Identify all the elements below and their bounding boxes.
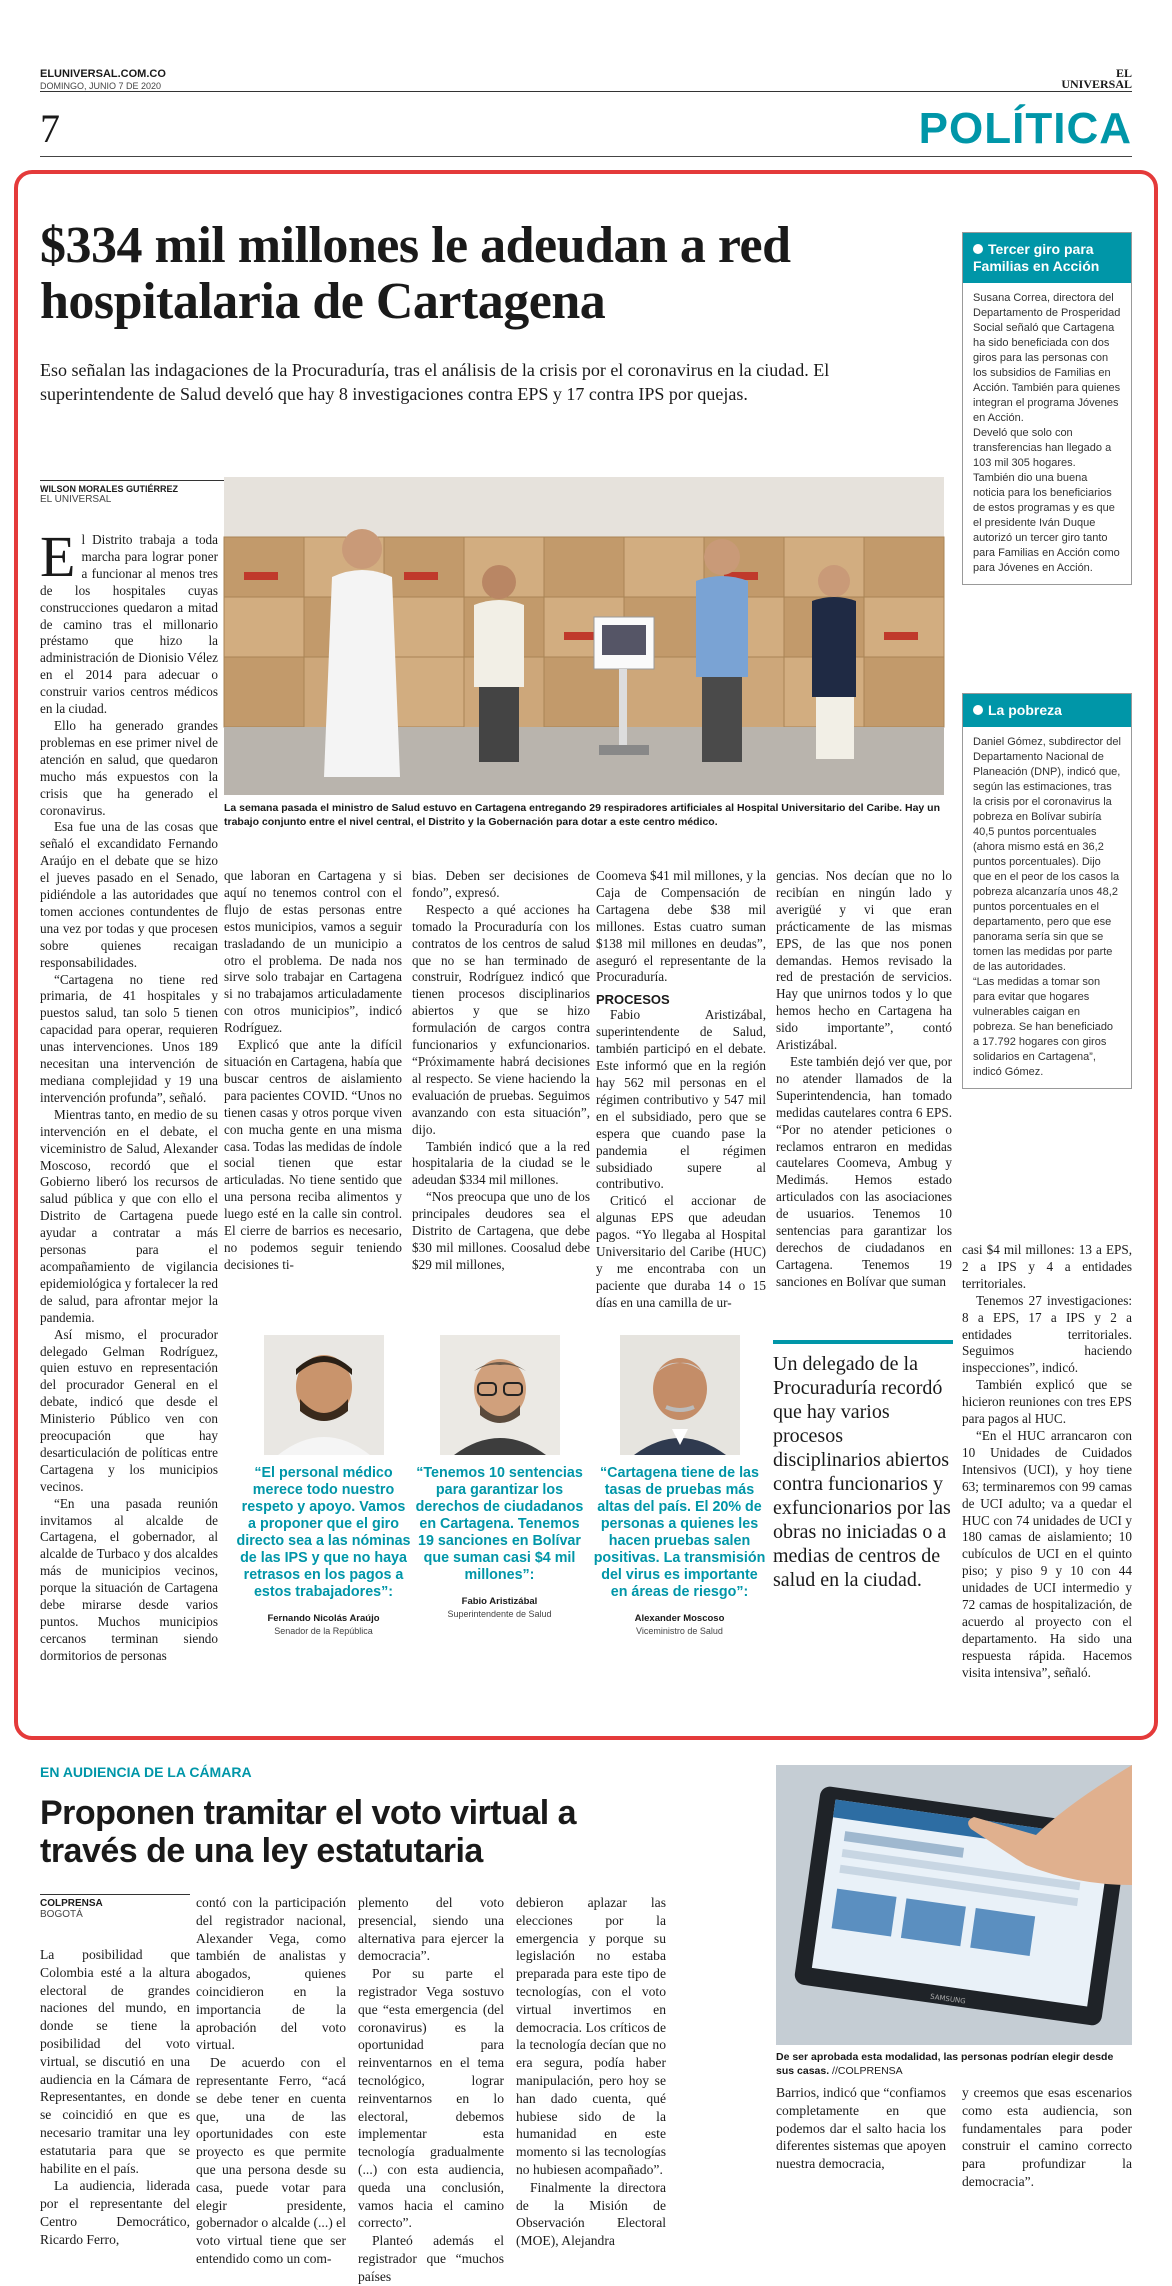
- photo-credit: //COLPRENSA: [829, 2065, 903, 2077]
- article-column-3: [412, 868, 590, 1274]
- page-masthead: [40, 60, 1132, 92]
- paragraph: gencias. Nos decían que no lo recibían en ningún lado y averigüé y vi que eran prácticamente de las mismas EPS, de las que nos ponen demandas. Hemos revisado la red de prestación de servicios. Hay que unirnos todos y lo que hemos hecho en Cartagena ha sido importante”, contó Aristizábal.: [776, 868, 952, 1053]
- byline-author: WILSON MORALES GUTIÉRREZ: [40, 484, 178, 494]
- article2-photo: [776, 1765, 1132, 2045]
- paragraph: Este también dejó ver que, por no atender llamados de la Superintendencia, han tomado medidas cautelares contra 6 EPS. “Por no atender peticiones o reclamos entraron en medidas cautelares Coomeva, Ambug y Medimás. Hemos estado articulados con las asociaciones de usuarios. Tenemos 10 sentencias para garantizar los derechos de ciudadanos en Cartagena. Tenemos 19 sanciones en Bolívar que suman: [776, 1053, 952, 1289]
- person-avatar: [264, 1335, 384, 1455]
- quote-card: [412, 1335, 587, 1619]
- paragraph: También indicó que a la red hospitalaria de la ciudad se le adeudan $334 mil millones.: [412, 1138, 590, 1188]
- bullet-icon: [973, 244, 983, 254]
- paragraph: Barrios, indicó que “confiamos completamente en que podemos dar el salto hacia los diferentes sistemas que apoyen nuestra democracia,: [776, 2085, 946, 2172]
- paragraph: Coomeva $41 mil millones, y la Caja de Compensación de Cartagena debe $38 mil millones. Estas cuatro suman $138 mil millones en deudas”, aseguró el representante de la Procuraduría.: [596, 868, 766, 985]
- tablet-brand: SAMSUNG: [929, 1992, 967, 2006]
- byline-organization: EL UNIVERSAL: [40, 494, 112, 505]
- paragraph: “Nos preocupa que uno de los principales deudores sea el Distrito de Cartagena, que debe $30 mil millones. Coosalud debe $29 mil millones,: [412, 1189, 590, 1272]
- article2-column-5: [776, 2084, 946, 2173]
- sidebar-paragraph: Susana Correa, directora del Departamento de Prosperidad Social señaló que Cartagena ha sido beneficiada con dos giros para las personas con los subsidios de Familias en Acción. También para quienes integran el programa Jóvenes en Acción.: [973, 292, 1121, 424]
- paragraph: Finalmente la directora de la Misión de Observación Electoral (MOE), Alejandra: [516, 2179, 666, 2249]
- issue-date: DOMINGO, JUNIO 7 DE 2020: [40, 81, 162, 91]
- newspaper-logo: [1061, 68, 1132, 90]
- person-avatar: [440, 1335, 560, 1455]
- paragraph: y creemos que esas escenarios como esta audiencia, son fundamentales para poder construir el camino correcto para profundizar la democracia”.: [962, 2085, 1132, 2189]
- quote-author: Alexander Moscoso: [634, 1613, 725, 1624]
- article2-column-1: [40, 1946, 190, 2249]
- paragraph: casi $4 mil millones: 13 a EPS, 2 a IPS y 4 a entidades territoriales.: [962, 1242, 1132, 1291]
- article2-headline: Proponen tramitar el voto virtual a través de una ley estatutaria: [40, 1794, 577, 1870]
- paragraph: bias. Deben ser decisiones de fondo”, expresó.: [412, 868, 590, 900]
- article2-column-6: [962, 2084, 1132, 2191]
- paragraph: Planteó además el registrador que “muchos países: [358, 2233, 504, 2284]
- paragraph: Tenemos 27 investigaciones: 8 a EPS, 17 a IPS y 2 a entidades territoriales. Seguimos haciendo inspecciones”, indicó.: [962, 1292, 1132, 1376]
- paragraph: También explicó que se hicieron reuniones con tres EPS para pagos al HUC.: [962, 1377, 1132, 1427]
- article2-column-4: [516, 1894, 666, 2250]
- quote-card: [592, 1335, 767, 1636]
- paragraph: Esa fue una de las cosas que señaló el excandidato Fernando Araújo en el debate que se hizo el jueves pasado en el Senado, pidiéndole a las autoridades que tomen acciones contundentes de una vez por todas y que procesen sobre quienes recaigan responsabilidades.: [40, 819, 218, 970]
- article-deck: Eso señalan las indagaciones de la Procuraduría, tras el análisis de la crisis por el coronavirus en la ciudad. El superintendente de Salud develó que hay 8 investigaciones contra EPS y 17 contra IPS por quejas.: [40, 360, 830, 404]
- paragraph: Por su parte el registrador Vega sostuvo que “esta emergencia (del coronavirus) es la oportunidad para reinventarnos en el tema tecnológico, lograr reinventarnos en lo electoral, debemos implementar esta tecnología gradualmente (...) con esta audiencia, queda una conclusión, vamos hacia el camino correcto”.: [358, 1966, 504, 2231]
- portrait-image: [440, 1335, 560, 1455]
- section-title: POLÍTICA: [918, 104, 1132, 153]
- drop-cap: E: [40, 524, 76, 589]
- paragraph: Así mismo, el procurador delegado Gelman Rodríguez, quien estuvo en representación del procurador General en el debate, indicó que desde el Ministerio Público ven con preocupación que hay desarticulación de políticas entre Cartagena y los municipios vecinos.: [40, 1326, 218, 1494]
- article-column-1: [40, 524, 218, 1665]
- paragraph: Ello ha generado grandes problemas en ese primer nivel de atención en salud, que quedaron mucho más expuestos con la crisis que ha generado el coronavirus.: [40, 717, 218, 818]
- paragraph: Respecto a qué acciones ha tomado la Procuraduría con los contratos de los centros de salud que no se han terminado de construir, Rodríguez indicó que tienen procesos disciplinarios abiertos y que se hizo formulación de cargos contra funcionarios y exfuncionarios. “Próximamente habrá decisiones al respecto. Se viene haciendo la evaluación de pruebas. Seguimos avanzando con esta situación”, dijo.: [412, 901, 590, 1137]
- sidebar-paragraph: También dio una buena noticia para los beneficiarios de estos programas y es que el presidente Iván Duque autorizó un tercer giro tanto para Familias en Acción como para Jóvenes en Acción.: [973, 472, 1120, 574]
- person-avatar: [620, 1335, 740, 1455]
- paragraph: l Distrito trabaja a toda marcha para lograr poner a funcionar al menos tres de los hospitales cuyas construcciones quedaron a mitad de camino tras el millonario préstamo que hizo la administración de Dionisio Vélez en el 2014 para adecuar o construir varios centros médicos en la ciudad.: [40, 532, 218, 717]
- paragraph: contó con la participación del registrador nacional, Alexander Vega, como también de analistas y abogados, quienes coincidieron en la importancia de la aprobación del voto virtual.: [196, 1895, 346, 2053]
- portrait-image: [620, 1335, 740, 1455]
- paragraph: La audiencia, liderada por el representante del Centro Democrático, Ricardo Ferro,: [40, 2178, 190, 2247]
- paragraph: debieron aplazar las elecciones por la emergencia y porque su legislación no estaba preparada para este tipo de tecnologías, con el voto virtual invertimos en democracia. Los críticos de la tecnología decían que no era segura, podía haber manipulación, pero hoy se han dado cuenta, qué hubiese sido de la humanidad en este momento si las tecnologías no hubiesen acompañado”.: [516, 1895, 666, 2177]
- paragraph: Fabio Aristizábal, superintendente de Salud, también participó en el debate. Este informó que en la región hay 562 mil personas en el régimen contributivo y 547 mil en el subsidiado, pero que se espera que cuando pase la pandemia el régimen subsidiado supere al contributivo.: [596, 1007, 766, 1192]
- photo-caption: La semana pasada el ministro de Salud estuvo en Cartagena entregando 29 respiradores artificiales al Hospital Universitario del Caribe. Hay un trabajo conjunto entre el nivel central, el Distrito y la Gobernación para dotar a este centro médico.: [224, 802, 940, 828]
- paragraph: La posibilidad que Colombia esté a la altura electoral de grandes naciones del mundo, en donde se tiene la posibilidad del voto virtual, se discutió en una audiencia en la Cámara de Representantes, en donde se coincidió en que es necesario tramitar una ley estatutaria para que se habilite en el país.: [40, 1947, 190, 2176]
- sidebar-box-body: [963, 727, 1131, 1088]
- paragraph: plemento del voto presencial, siendo una alternativa para ejercer la democracia”.: [358, 1895, 504, 1964]
- article-headline: $334 mil millones le adeudan a red hospitalaria de Cartagena: [40, 217, 791, 330]
- quote-role: Senador de la República: [274, 1626, 373, 1636]
- sidebar-paragraph: Develó que solo con transferencias han llegado a 103 mil 305 hogares.: [973, 427, 1112, 469]
- quote-role: Superintendente de Salud: [447, 1609, 552, 1619]
- article2-column-3: [358, 1894, 504, 2286]
- sidebar-paragraph: “Las medidas a tomar son para evitar que hogares vulnerables caigan en pobreza. Se han beneficiado a 17.792 hogares con giros solidarios en Cartagena”, indicó Gómez.: [973, 976, 1114, 1078]
- logo-top: EL: [1115, 66, 1132, 80]
- paragraph: Criticó el accionar de algunas EPS que adeudan pagos. “Yo llegaba al Hospital Universitario del Caribe (HUC) y me encontraba con un paciente que duraba 14 o 15 días en una camilla de ur-: [596, 1193, 766, 1310]
- paragraph: De acuerdo con el representante Ferro, “acá se debe tener en cuenta que, una de las oportunidades con este proyecto es que permite que una persona desde su casa, puede votar para elegir presidente, gobernador o alcalde (...) el voto virtual tiene que ser entendido como un com-: [196, 2055, 346, 2266]
- page-number: 7: [40, 106, 60, 151]
- paragraph: “Cartagena no tiene red primaria, de 41 hospitales y puestos salud, tan solo 5 tienen capacidad para operar, requieren unas intervenciones. Unos 189 necesitan una intervención de mediana complejidad y 19 una intervención profunda”, señaló.: [40, 971, 218, 1105]
- article-column-6: [962, 1242, 1132, 1682]
- byline-location: BOGOTÁ: [40, 1909, 83, 1920]
- quote-card: [236, 1335, 411, 1636]
- paragraph: Mientras tanto, en medio de su intervención en el debate, el viceministro de Salud, Alexander Moscoso, recordó que el Gobierno liberó los recursos de salud pública y que con ello el Distrito de Cartagena puede ayudar a contratar a más personas para el acompañamiento de vigilancia epidemiológica y fortalecer la red de salud, para afrontar mejor la pandemia.: [40, 1106, 218, 1325]
- article-photo: [224, 477, 944, 795]
- paragraph: “En el HUC arrancaron con 10 Unidades de Cuidados Intensivos (UCI), y hoy tiene 63; terminaremos con 99 camas de UCI adulto; va a quedar el HUC con 74 unidades de UCI y 180 camas de aislamiento; 10 cubículos de UCI en el quinto piso; y piso 9 y 10 con 44 unidades de UCI intermedio y 72 camas de hospitalización, de acuerdo al proyecto con el departamento. Ha sido una respuesta rápida. Hacemos visita intensiva”, señaló.: [962, 1427, 1132, 1680]
- article-column-4: [596, 868, 766, 1312]
- site-url: ELUNIVERSAL.COM.CO: [40, 68, 166, 80]
- sidebar-box-body: [963, 283, 1131, 584]
- sidebar-box-title: Tercer giro para Familias en Acción: [963, 233, 1131, 283]
- article2-column-2: [196, 1894, 346, 2268]
- photo-illustration: [224, 477, 944, 795]
- quote-role: Viceministro de Salud: [636, 1626, 723, 1636]
- paragraph: que laboran en Cartagena y si aquí no tenemos control con el flujo de estas personas entre estos municipios, vamos a seguir trasladando de un municipio a otro el problema. De nada nos sirve solo trabajar en Cartagena si no trabajamos articuladamente con otros municipios”, indicó Rodríguez.: [224, 868, 402, 1036]
- quote-text: “Cartagena tiene de las tasas de pruebas más altas del país. El 20% de personas a quienes les hacen pruebas salen positivas. La transmisión del virus es importante en áreas de riesgo”:: [593, 1465, 766, 1600]
- byline-author: COLPRENSA: [40, 1898, 103, 1909]
- bullet-icon: [973, 705, 983, 715]
- quote-author: Fabio Aristizábal: [461, 1596, 538, 1607]
- sidebar-paragraph: Daniel Gómez, subdirector del Departamento Nacional de Planeación (DNP), indicó que, según las estimaciones, tras la crisis por el coronavirus la pobreza en Bolívar subiría 40,5 puntos porcentuales (ahora mismo está en 36,2 puntos porcentuales). Dijo que en el peor de los casos la pobreza alcanzaría unos 48,2 puntos porcentuales en el departamento, pero que ese panorama sería sin que se tomen las medidas por parte de las autoridades.: [973, 736, 1121, 973]
- tablet-voting-illustration: [776, 1765, 1132, 2045]
- article-column-5: [776, 868, 952, 1291]
- article-column-2: [224, 868, 402, 1274]
- sidebar-box-familias: [962, 232, 1132, 585]
- quote-author: Fernando Nicolás Araújo: [267, 1613, 380, 1624]
- article2-kicker: EN AUDIENCIA DE LA CÁMARA: [40, 1764, 252, 1780]
- sidebar-box-pobreza: [962, 693, 1132, 1089]
- portrait-image: [264, 1335, 384, 1455]
- article-byline: [40, 480, 230, 505]
- paragraph: “En una pasada reunión invitamos al alcalde de Cartagena, el gobernador, al alcalde de Turbaco y dos alcaldes más de municipios vecinos, porque la situación de Cartagena debe mirarse desde varios puntos. Muchos municipios cercanos terminan siendo dormitorios de personas: [40, 1495, 218, 1663]
- logo-bottom: UNIVERSAL: [1061, 77, 1132, 91]
- paragraph: Explicó que ante la difícil situación en Cartagena, había que buscar centros de aislamiento para pacientes COVID. “Unos no tienen casas y otros porque viven con mucha gente en una misma casa. Todas las medidas de índole social tienen que estar articuladas. No tiene sentido que una persona reciba alimentos y luego esté en la calle sin control. El cierre de barrios es necesario, no podemos seguir teniendo decisiones ti-: [224, 1037, 402, 1272]
- article2-byline: [40, 1894, 190, 1920]
- quote-text: “El personal médico merece todo nuestro respeto y apoyo. Vamos a proponer que el giro directo sea a las nóminas de las IPS y que no haya retrasos en los pagos a estos trabajadores”:: [236, 1465, 411, 1600]
- sidebar-box-title: La pobreza: [963, 694, 1131, 727]
- quote-text: “Tenemos 10 sentencias para garantizar los derechos de ciudadanos en Cartagena. Tenemos 19 sanciones en Bolívar que suman casi $4 mil millones”:: [415, 1465, 584, 1583]
- section-subhead: PROCESOS: [596, 992, 670, 1008]
- pull-quote: Un delegado de la Procuraduría recordó que hay varios procesos disciplinarios abiertos contra funcionarios y exfuncionarios por las obras no iniciadas o a medias de centros de salud en la ciudad.: [773, 1340, 953, 1592]
- article2-photo-caption: De ser aprobada esta modalidad, las personas podrían elegir desde sus casas. //COLPRENSA: [776, 2051, 1114, 2077]
- section-divider: [40, 156, 1132, 157]
